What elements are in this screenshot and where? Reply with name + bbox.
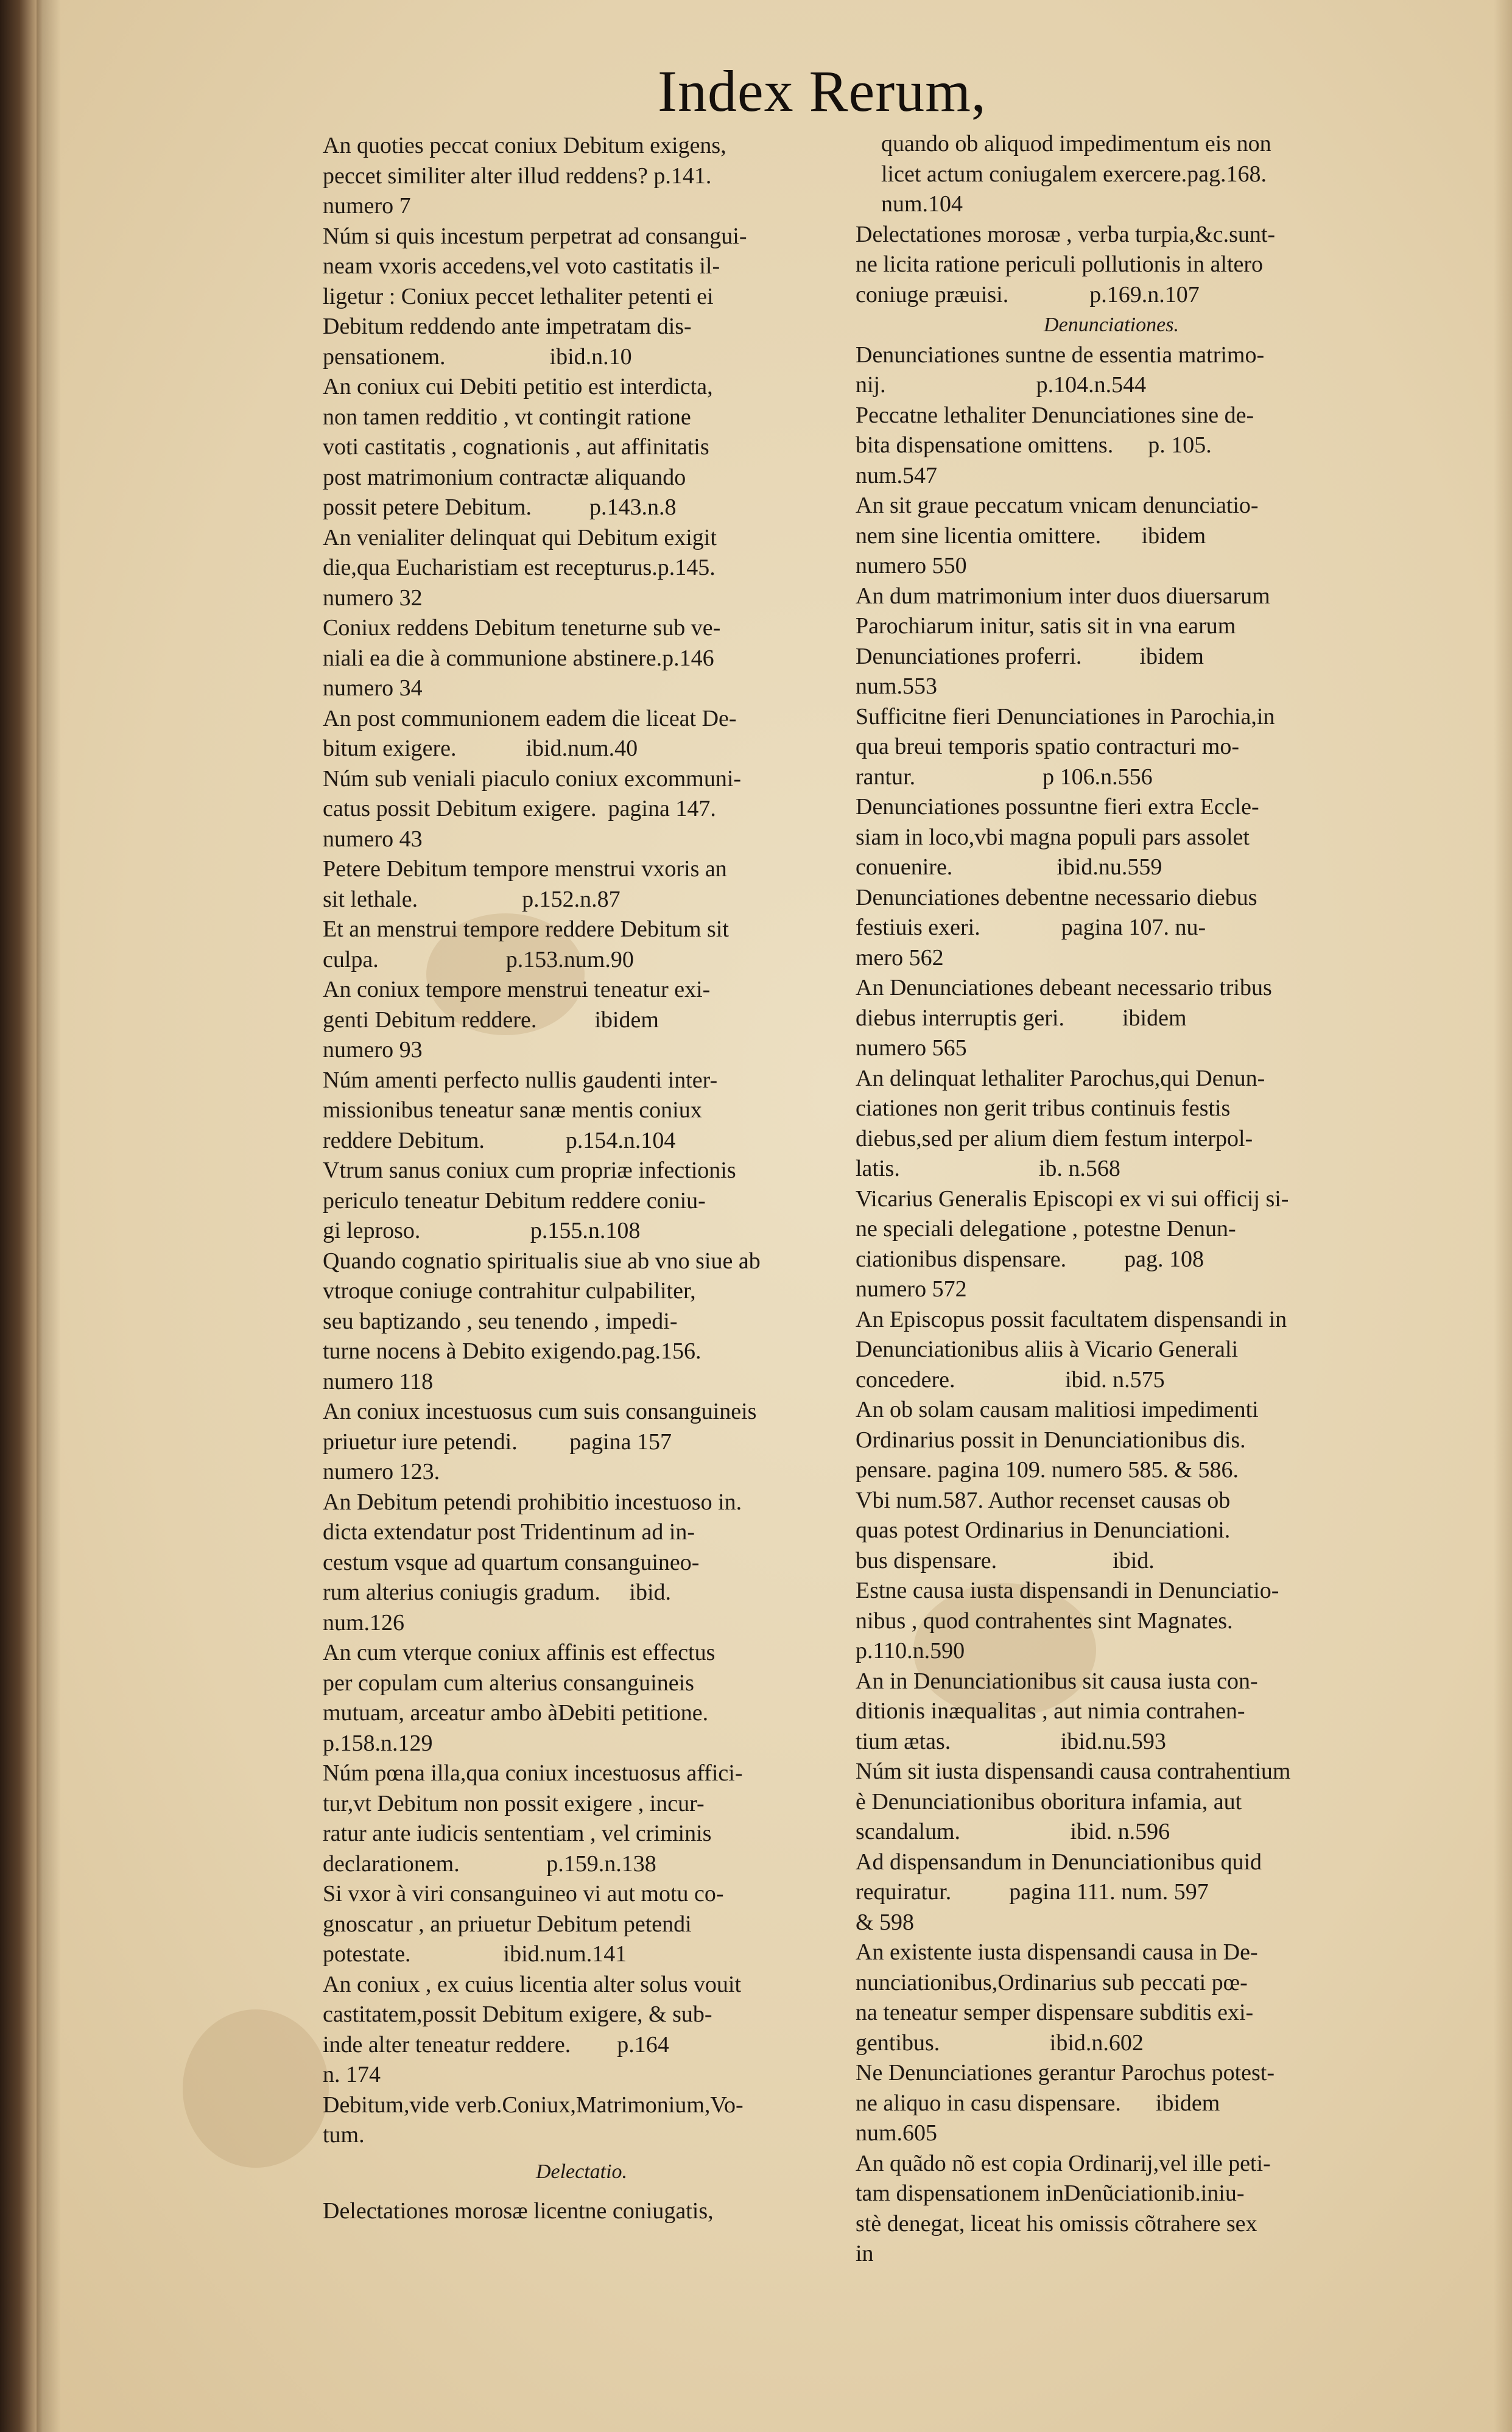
entry-line: n. 174 [323,2062,381,2087]
page-title: Index Rerum, [658,58,986,124]
index-entry [856,1305,1367,1396]
entry-line: An dum matrimonium inter duos diuersarum [856,583,1270,609]
index-column-right [856,129,1367,2269]
entry-line: requiratur. pagina 111. num. 597 [856,1879,1209,1905]
index-entry [323,1759,840,1879]
index-entry [323,1879,840,1970]
entry-line: conuenire. ibid.nu.559 [856,854,1162,880]
entry-line: & 598 [856,1909,915,1935]
entry-line: quando ob aliquod impedimentum eis non [881,131,1271,156]
index-entry [323,2196,840,2227]
entry-line: ne aliquo in casu dispensare. ibidem [856,2090,1220,2116]
entry-line: mero 562 [856,944,944,971]
entry-line: stè denegat, liceat his omissis cõtrahere sex [856,2210,1257,2237]
index-entry [856,1938,1367,2058]
index-entry [323,1066,840,1156]
entry-line: bitum exigere. ibid.num.40 [323,736,638,761]
entry-line: An coniux , ex cuius licentia alter solus vouit [323,1971,742,1997]
index-entry [323,1638,840,1759]
entry-line: An venialiter delinquat qui Debitum exigit [323,524,717,550]
entry-line: tium ætas. ibid.nu.593 [856,1728,1166,1754]
index-entry [856,582,1367,702]
index-entry [323,131,840,222]
entry-line: An cum vterque coniux affinis est effectus [323,1640,716,1665]
entry-line: peccet similiter alter illud reddens? p.141. [323,163,712,189]
entry-line: rantur. p 106.n.556 [856,764,1153,790]
entry-line: dicta extendatur post Tridentinum ad in- [323,1519,695,1545]
entry-line: An Denunciationes debeant necessario tribus [856,975,1272,1000]
index-entry [856,129,1367,220]
entry-line: tum. [323,2122,365,2148]
entry-line: num.553 [856,673,938,699]
entry-line: nij. p.104.n.544 [856,372,1147,398]
entry-line: Quando cognatio spiritualis siue ab vno siue ab [323,1248,761,1274]
entry-line: Sufficitne fieri Denunciationes in Parochia,in [856,703,1275,729]
entry-line: An coniux tempore menstrui teneatur exi- [323,977,711,1002]
entry-line: Núm sit iusta dispensandi causa contrahentium [856,1759,1291,1784]
entry-line: licet actum coniugalem exercere.pag.168. [881,161,1267,187]
index-entry [856,491,1367,582]
entry-line: Denunciationibus aliis à Vicario Generali [856,1337,1239,1362]
index-entry [856,340,1367,401]
entry-line: gi leproso. p.155.n.108 [323,1218,641,1243]
entry-line: potestate. ibid.num.141 [323,1941,627,1967]
entry-line: ciationibus dispensare. pag. 108 [856,1246,1204,1272]
entry-line: An in Denunciationibus sit causa iusta con- [856,1668,1258,1694]
index-entry [856,401,1367,491]
index-entry [323,1156,840,1246]
entry-line: festiuis exeri. pagina 107. nu- [856,915,1206,940]
entry-line: mutuam, arceatur ambo àDebiti petitione. [323,1700,709,1726]
entry-line: An quãdo nõ est copia Ordinarij,vel ille peti- [856,2150,1271,2176]
index-entry [323,764,840,855]
entry-line: Núm sub veniali piaculo coniux excommuni- [323,765,742,792]
entry-line: diebus,sed per alium diem festum interpol- [856,1125,1253,1151]
entry-line: Parochiarum initur, satis sit in vna earum [856,613,1236,639]
entry-line: ditionis inæqualitas , aut nimia contrahen- [856,1698,1245,1724]
entry-line: tur,vt Debitum non possit exigere , incur- [323,1790,705,1816]
entry-line: ciationes non gerit tribus continuis festis [856,1095,1231,1121]
entry-line: post matrimonium contractæ aliquando [323,464,686,490]
entry-line: seu baptizando , seu tenendo , impedi- [323,1308,678,1334]
entry-line: voti castitatis , cognationis , aut affinitatis [323,434,709,460]
entry-line: culpa. p.153.num.90 [323,946,634,972]
entry-line: ne speciali delegatione , potestne Denun- [856,1216,1236,1242]
entry-line: An existente iusta dispensandi causa in De- [856,1939,1258,1965]
entry-line: qua breui temporis spatio contracturi mo- [856,734,1239,759]
entry-line: Et an menstrui tempore reddere Debitum sit [323,916,729,942]
index-entry [856,2058,1367,2149]
entry-line: missionibus teneatur sanæ mentis coniux [323,1097,702,1123]
entry-line: pensare. pagina 109. numero 585. & 586. [856,1457,1239,1483]
entry-line: numero 123. [323,1459,440,1485]
entry-line: na teneatur semper dispensare subditis exi- [856,2000,1254,2025]
entry-line: An Debitum petendi prohibitio incestuoso in. [323,1489,742,1515]
entry-line: num.547 [856,462,938,488]
index-entry [856,2149,1367,2269]
entry-line: Denunciationes proferri. ibidem [856,643,1204,669]
entry-line: An quoties peccat coniux Debitum exigens, [323,133,726,158]
entry-line: gnoscatur , an priuetur Debitum petendi [323,1911,692,1937]
entry-line: ne licita ratione periculi pollutionis in altero [856,251,1264,277]
index-entry [856,1064,1367,1184]
entry-line: Denunciationes debentne necessario diebus [856,884,1257,910]
index-entry [856,883,1367,974]
entry-line: Estne causa iusta dispensandi in Denunciatio- [856,1578,1279,1603]
entry-line: gentibus. ibid.n.602 [856,2030,1144,2056]
entry-line: catus possit Debitum exigere. pagina 147. [323,796,716,821]
entry-line: Núm si quis incestum perpetrat ad consangui- [323,223,747,249]
entry-line: bus dispensare. ibid. [856,1547,1155,1573]
entry-line: p.110.n.590 [856,1638,965,1664]
entry-line: numero 32 [323,585,423,611]
page-edge [1494,0,1512,2432]
entry-line: tam dispensationem inDenũciationib.iniu- [856,2181,1245,2206]
entry-line: scandalum. ibid. n.596 [856,1819,1170,1844]
entry-line: numero 118 [323,1368,434,1394]
index-entry [856,1757,1367,1847]
entry-line: cestum vsque ad quartum consanguineo- [323,1549,700,1575]
entry-line: Delectationes morosæ , verba turpia,&c.sunt- [856,221,1276,247]
entry-line: niali ea die à communione abstinere.p.146 [323,645,714,671]
entry-line: bita dispensatione omittens. p. 105. [856,432,1212,458]
entry-line: declarationem. p.159.n.138 [323,1850,656,1877]
entry-line: nibus , quod contrahentes sint Magnates. [856,1608,1233,1634]
entry-line: num.605 [856,2120,938,2146]
entry-line: pensationem. ibid.n.10 [323,343,632,370]
entry-line: siam in loco,vbi magna populi pars assolet [856,824,1250,850]
entry-line: sit lethale. p.152.n.87 [323,886,621,912]
index-entry [323,704,840,764]
index-entry [323,523,840,614]
entry-line: diebus interruptis geri. ibidem [856,1005,1187,1031]
entry-line: Debitum,vide verb.Coniux,Matrimonium,Vo- [323,2092,744,2118]
entry-line: numero 550 [856,553,967,578]
entry-line: in [856,2241,874,2266]
entry-line: è Denunciationibus oboritura infamia, aut [856,1788,1242,1815]
index-column-left [323,131,840,2227]
entry-line: inde alter teneatur reddere. p.164 [323,2031,669,2058]
entry-line: An delinquat lethaliter Parochus,qui Denun- [856,1065,1265,1091]
entry-line: Petere Debitum tempore menstrui vxoris an [323,856,727,882]
entry-line: num.104 [881,191,963,217]
index-entry [323,1488,840,1639]
index-entry [323,915,840,975]
index-entry [856,1576,1367,1667]
entry-line: latis. ib. n.568 [856,1156,1120,1181]
entry-line: numero 93 [323,1037,423,1063]
entry-line: An post communionem eadem die liceat De- [323,705,737,731]
index-entry [323,1970,840,2090]
entry-line: ratur ante iudicis sententiam , vel criminis [323,1821,712,1846]
entry-line: Coniux reddens Debitum teneturne sub ve- [323,615,721,641]
entry-line: vtroque coniuge contrahitur culpabiliter, [323,1278,696,1304]
entry-line: neam vxoris accedens,vel voto castitatis il- [323,253,720,279]
entry-line: die,qua Eucharistiam est recepturus.p.145. [323,555,716,580]
index-entry [323,613,840,704]
index-entry [856,1184,1367,1305]
entry-line: An sit graue peccatum vnicam denunciatio- [856,493,1259,518]
entry-line: An coniux incestuosus cum suis consanguineis [323,1399,757,1424]
entry-line: Núm pœna illa,qua coniux incestuosus affici- [323,1760,743,1786]
entry-line: possit petere Debitum. p.143.n.8 [323,494,677,520]
entry-line: Vicarius Generalis Episcopi ex vi sui officij si- [856,1186,1289,1212]
entry-line: Si vxor à viri consanguineo vi aut motu co- [323,1881,724,1907]
entry-line: per copulam cum alterius consanguineis [323,1670,694,1696]
index-entry [856,792,1367,883]
stain [183,2009,329,2168]
entry-line: numero 34 [323,675,423,701]
entry-line: Vtrum sanus coniux cum propriæ infectionis [323,1158,736,1183]
entry-line: concedere. ibid. n.575 [856,1366,1165,1393]
index-entry [856,1847,1367,1938]
entry-line: numero 565 [856,1035,967,1061]
entry-line: Ad dispensandum in Denunciationibus quid [856,1849,1262,1875]
entry-line: Peccatne lethaliter Denunciationes sine de- [856,402,1254,428]
entry-line: nunciationibus,Ordinarius sub peccati pœ- [856,1969,1248,1995]
index-entry [323,372,840,523]
entry-line: rum alterius coniugis gradum. ibid. [323,1580,672,1605]
index-entry [323,975,840,1066]
entry-line: non tamen redditio , vt contingit ratione [323,404,691,430]
entry-line: nem sine licentia omittere. ibidem [856,522,1206,549]
entry-line: ligetur : Coniux peccet lethaliter petenti ei [323,283,714,309]
entry-line: quas potest Ordinarius in Denunciationi. [856,1517,1231,1543]
entry-line: coniuge præuisi. p.169.n.107 [856,281,1200,308]
entry-line: reddere Debitum. p.154.n.104 [323,1127,676,1153]
entry-line: Vbi num.587. Author recenset causas ob [856,1487,1231,1513]
entry-line: Denunciationes suntne de essentia matrimo- [856,342,1265,368]
entry-line: priuetur iure petendi. pagina 157 [323,1429,672,1455]
index-entry [856,702,1367,793]
entry-line: turne nocens à Debito exigendo.pag.156. [323,1338,701,1364]
entry-line: numero 572 [856,1276,967,1302]
entry-line: An Episcopus possit facultatem dispensandi in [856,1306,1287,1332]
entry-line: Núm amenti perfecto nullis gaudenti inter- [323,1067,718,1093]
entry-line: Denunciationes possuntne fieri extra Eccle- [856,794,1259,820]
entry-line: Ordinarius possit in Denunciationibus dis. [856,1427,1246,1453]
index-entry [856,1395,1367,1576]
index-entry [323,1246,840,1397]
entry-line: numero 43 [323,826,423,852]
index-entry [856,973,1367,1064]
entry-line: castitatem,possit Debitum exigere, & sub- [323,2001,712,2027]
entry-line: numero 7 [323,193,411,219]
entry-line: num.126 [323,1609,405,1636]
index-entry [323,854,840,915]
entry-line: periculo teneatur Debitum reddere coniu- [323,1187,706,1214]
index-entry [323,1397,840,1488]
entry-line: Debitum reddendo ante impetratam dis- [323,314,692,339]
entry-line: Delectationes morosæ licentne coniugatis, [323,2198,714,2224]
gutter-shadow [37,0,61,2432]
index-entry [323,222,840,373]
index-subheading: Delectatio. [535,2160,628,2183]
index-entry [323,2090,840,2151]
index-entry [856,220,1367,311]
index-entry [856,1667,1367,1757]
entry-line: p.158.n.129 [323,1730,433,1756]
entry-line: genti Debitum reddere. ibidem [323,1007,659,1033]
entry-line: An coniux cui Debiti petitio est interdicta, [323,374,713,399]
entry-line: Ne Denunciationes gerantur Parochus potest- [856,2060,1275,2086]
index-subheading: Denunciationes. [1044,314,1179,336]
entry-line: An ob solam causam malitiosi impedimenti [856,1397,1259,1422]
